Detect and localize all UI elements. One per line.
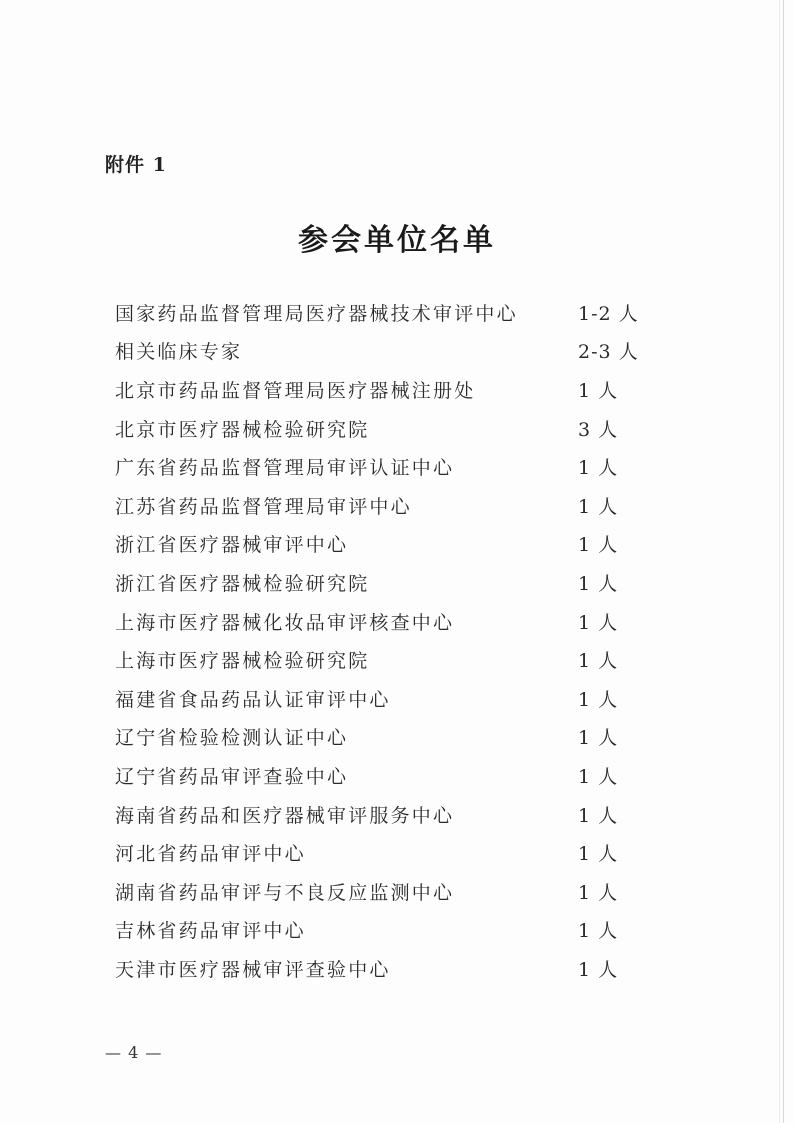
unit-count: 1 人 xyxy=(578,379,619,402)
unit-count: 3 人 xyxy=(578,418,619,441)
unit-count: 1 人 xyxy=(578,920,619,943)
unit-count: 1 人 xyxy=(578,611,619,634)
unit-name: 国家药品监督管理局医疗器械技术审评中心 xyxy=(115,302,518,325)
unit-name: 上海市医疗器械化妆品审评核查中心 xyxy=(115,611,455,634)
unit-name: 北京市药品监督管理局医疗器械注册处 xyxy=(115,379,476,402)
list-item xyxy=(115,486,675,525)
unit-name: 河北省药品审评中心 xyxy=(115,843,306,866)
page-title: 参会单位名单 xyxy=(298,223,496,258)
unit-name: 吉林省药品审评中心 xyxy=(115,920,306,943)
unit-count: 1 人 xyxy=(578,457,619,480)
list-item xyxy=(115,447,675,486)
list-item xyxy=(115,795,675,834)
unit-name: 海南省药品和医疗器械审评服务中心 xyxy=(115,804,455,827)
unit-name: 北京市医疗器械检验研究院 xyxy=(115,418,370,441)
list-item xyxy=(115,332,675,371)
unit-count: 1 人 xyxy=(578,843,619,866)
unit-name: 福建省食品药品认证审评中心 xyxy=(115,688,391,711)
list-item xyxy=(115,833,675,872)
participant-unit-list xyxy=(115,293,675,988)
unit-count: 1 人 xyxy=(578,534,619,557)
unit-count: 1-2 人 xyxy=(578,302,639,325)
unit-count: 1 人 xyxy=(578,688,619,711)
page-number: — 4 — xyxy=(105,1043,163,1062)
unit-count: 1 人 xyxy=(578,495,619,518)
list-item xyxy=(115,563,675,602)
unit-name: 广东省药品监督管理局审评认证中心 xyxy=(115,457,455,480)
unit-name: 辽宁省检验检测认证中心 xyxy=(115,727,349,750)
unit-name: 相关临床专家 xyxy=(115,341,243,364)
unit-count: 1 人 xyxy=(578,958,619,981)
unit-name: 湖南省药品审评与不良反应监测中心 xyxy=(115,881,455,904)
list-item xyxy=(115,679,675,718)
list-item xyxy=(115,293,675,332)
list-item xyxy=(115,911,675,950)
list-item xyxy=(115,525,675,564)
unit-name: 江苏省药品监督管理局审评中心 xyxy=(115,495,412,518)
list-item xyxy=(115,409,675,448)
unit-name: 辽宁省药品审评查验中心 xyxy=(115,765,349,788)
list-item xyxy=(115,872,675,911)
list-item xyxy=(115,640,675,679)
unit-name: 上海市医疗器械检验研究院 xyxy=(115,650,370,673)
unit-name: 天津市医疗器械审评查验中心 xyxy=(115,958,391,981)
unit-count: 1 人 xyxy=(578,765,619,788)
unit-count: 1 人 xyxy=(578,804,619,827)
unit-count: 1 人 xyxy=(578,727,619,750)
unit-count: 2-3 人 xyxy=(578,341,639,364)
attachment-label: 附件 1 xyxy=(105,154,167,176)
unit-count: 1 人 xyxy=(578,572,619,595)
unit-count: 1 人 xyxy=(578,881,619,904)
scan-edge-line xyxy=(783,0,784,1123)
list-item xyxy=(115,370,675,409)
unit-count: 1 人 xyxy=(578,650,619,673)
scan-edge-line-inner xyxy=(779,0,780,1123)
list-item xyxy=(115,949,675,988)
list-item xyxy=(115,718,675,757)
unit-name: 浙江省医疗器械检验研究院 xyxy=(115,572,370,595)
list-item xyxy=(115,756,675,795)
unit-name: 浙江省医疗器械审评中心 xyxy=(115,534,349,557)
list-item xyxy=(115,602,675,641)
